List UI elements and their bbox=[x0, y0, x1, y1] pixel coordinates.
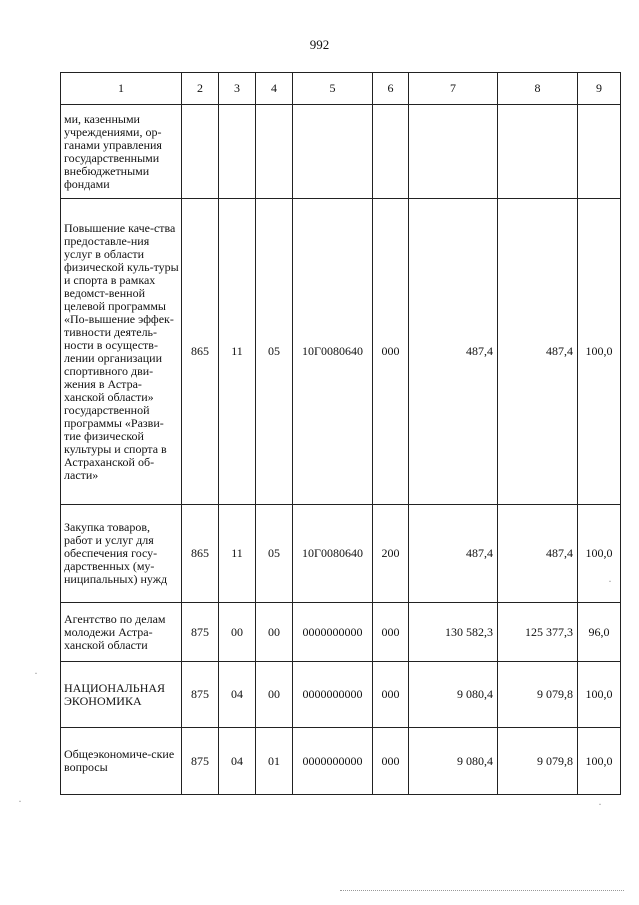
row-cell: 9 079,8 bbox=[498, 728, 578, 795]
row-cell bbox=[219, 105, 256, 199]
row-cell bbox=[578, 105, 621, 199]
row-cell: 9 080,4 bbox=[409, 662, 498, 728]
row-cell: 000 bbox=[373, 199, 409, 505]
header-cell: 9 bbox=[578, 73, 621, 105]
row-cell: 100,0 bbox=[578, 199, 621, 505]
page-number: 992 bbox=[309, 37, 330, 52]
row-cell: 11 bbox=[219, 505, 256, 603]
row-cell: 125 377,3 bbox=[498, 603, 578, 662]
header-cell: 1 bbox=[61, 73, 182, 105]
scan-speck: · bbox=[18, 794, 22, 808]
row-cell: 0000000000 bbox=[293, 728, 373, 795]
row-cell: 96,0 bbox=[578, 603, 621, 662]
row-cell bbox=[182, 105, 219, 199]
row-cell: 00 bbox=[256, 662, 293, 728]
row-name-cell: НАЦИОНАЛЬНАЯ ЭКОНОМИКА bbox=[61, 662, 182, 728]
row-cell: 000 bbox=[373, 728, 409, 795]
table-row bbox=[61, 728, 621, 795]
row-cell: 0000000000 bbox=[293, 662, 373, 728]
row-cell bbox=[409, 105, 498, 199]
row-cell: 487,4 bbox=[498, 199, 578, 505]
row-cell bbox=[373, 105, 409, 199]
row-name-cell: Повышение каче-ства предоставле-ния услуг в области физической куль-туры и спорта в рамках ведомст-венной целевой программы «По-вышение эффек-тивности деятель-ности в осуществ-лении организации спортивного дви-жения в Астра-ханской области» государственной программы «Разви-тие физической культуры и спорта в Астраханской об-ласти» bbox=[61, 199, 182, 505]
row-cell: 9 080,4 bbox=[409, 728, 498, 795]
header-cell: 3 bbox=[219, 73, 256, 105]
budget-table bbox=[60, 72, 621, 795]
row-cell: 11 bbox=[219, 199, 256, 505]
table-row bbox=[61, 199, 621, 505]
row-cell: 100,0 bbox=[578, 662, 621, 728]
row-cell: 05 bbox=[256, 505, 293, 603]
row-cell: 00 bbox=[256, 603, 293, 662]
row-cell bbox=[498, 105, 578, 199]
row-cell: 875 bbox=[182, 603, 219, 662]
header-cell: 6 bbox=[373, 73, 409, 105]
table-row bbox=[61, 603, 621, 662]
row-name-cell: ми, казенными учреждениями, ор-ганами управления государственными внебюджетными фондами bbox=[61, 105, 182, 199]
row-cell bbox=[293, 105, 373, 199]
row-cell: 487,4 bbox=[409, 199, 498, 505]
row-cell: 130 582,3 bbox=[409, 603, 498, 662]
scan-speck: · bbox=[598, 797, 602, 811]
row-name-cell: Общеэкономиче-ские вопросы bbox=[61, 728, 182, 795]
row-cell: 0000000000 bbox=[293, 603, 373, 662]
header-cell: 4 bbox=[256, 73, 293, 105]
row-cell: 00 bbox=[219, 603, 256, 662]
header-cell: 7 bbox=[409, 73, 498, 105]
row-cell: 10Г0080640 bbox=[293, 199, 373, 505]
table-row bbox=[61, 662, 621, 728]
row-cell: 05 bbox=[256, 199, 293, 505]
row-cell: 487,4 bbox=[409, 505, 498, 603]
row-cell: 487,4 bbox=[498, 505, 578, 603]
row-cell: 000 bbox=[373, 662, 409, 728]
table-row bbox=[61, 505, 621, 603]
scan-speck: · bbox=[34, 666, 38, 680]
row-cell: 04 bbox=[219, 728, 256, 795]
row-cell: 875 bbox=[182, 728, 219, 795]
row-cell: 04 bbox=[219, 662, 256, 728]
row-cell: 9 079,8 bbox=[498, 662, 578, 728]
row-cell: 10Г0080640 bbox=[293, 505, 373, 603]
scan-line bbox=[340, 890, 624, 891]
row-name-cell: Агентство по делам молодежи Астра-ханской области bbox=[61, 603, 182, 662]
row-name-cell: Закупка товаров, работ и услуг для обеспечения госу-дарственных (му-ниципальных) нужд bbox=[61, 505, 182, 603]
row-cell: 01 bbox=[256, 728, 293, 795]
row-cell: 865 bbox=[182, 505, 219, 603]
row-cell: 100,0 bbox=[578, 505, 621, 603]
row-cell: 875 bbox=[182, 662, 219, 728]
row-cell: 000 bbox=[373, 603, 409, 662]
scan-speck: · bbox=[608, 574, 612, 588]
row-cell bbox=[256, 105, 293, 199]
row-cell: 865 bbox=[182, 199, 219, 505]
table-row bbox=[61, 105, 621, 199]
header-cell: 8 bbox=[498, 73, 578, 105]
row-cell: 100,0 bbox=[578, 728, 621, 795]
header-cell: 2 bbox=[182, 73, 219, 105]
header-cell: 5 bbox=[293, 73, 373, 105]
table-header-row bbox=[61, 73, 621, 105]
row-cell: 200 bbox=[373, 505, 409, 603]
